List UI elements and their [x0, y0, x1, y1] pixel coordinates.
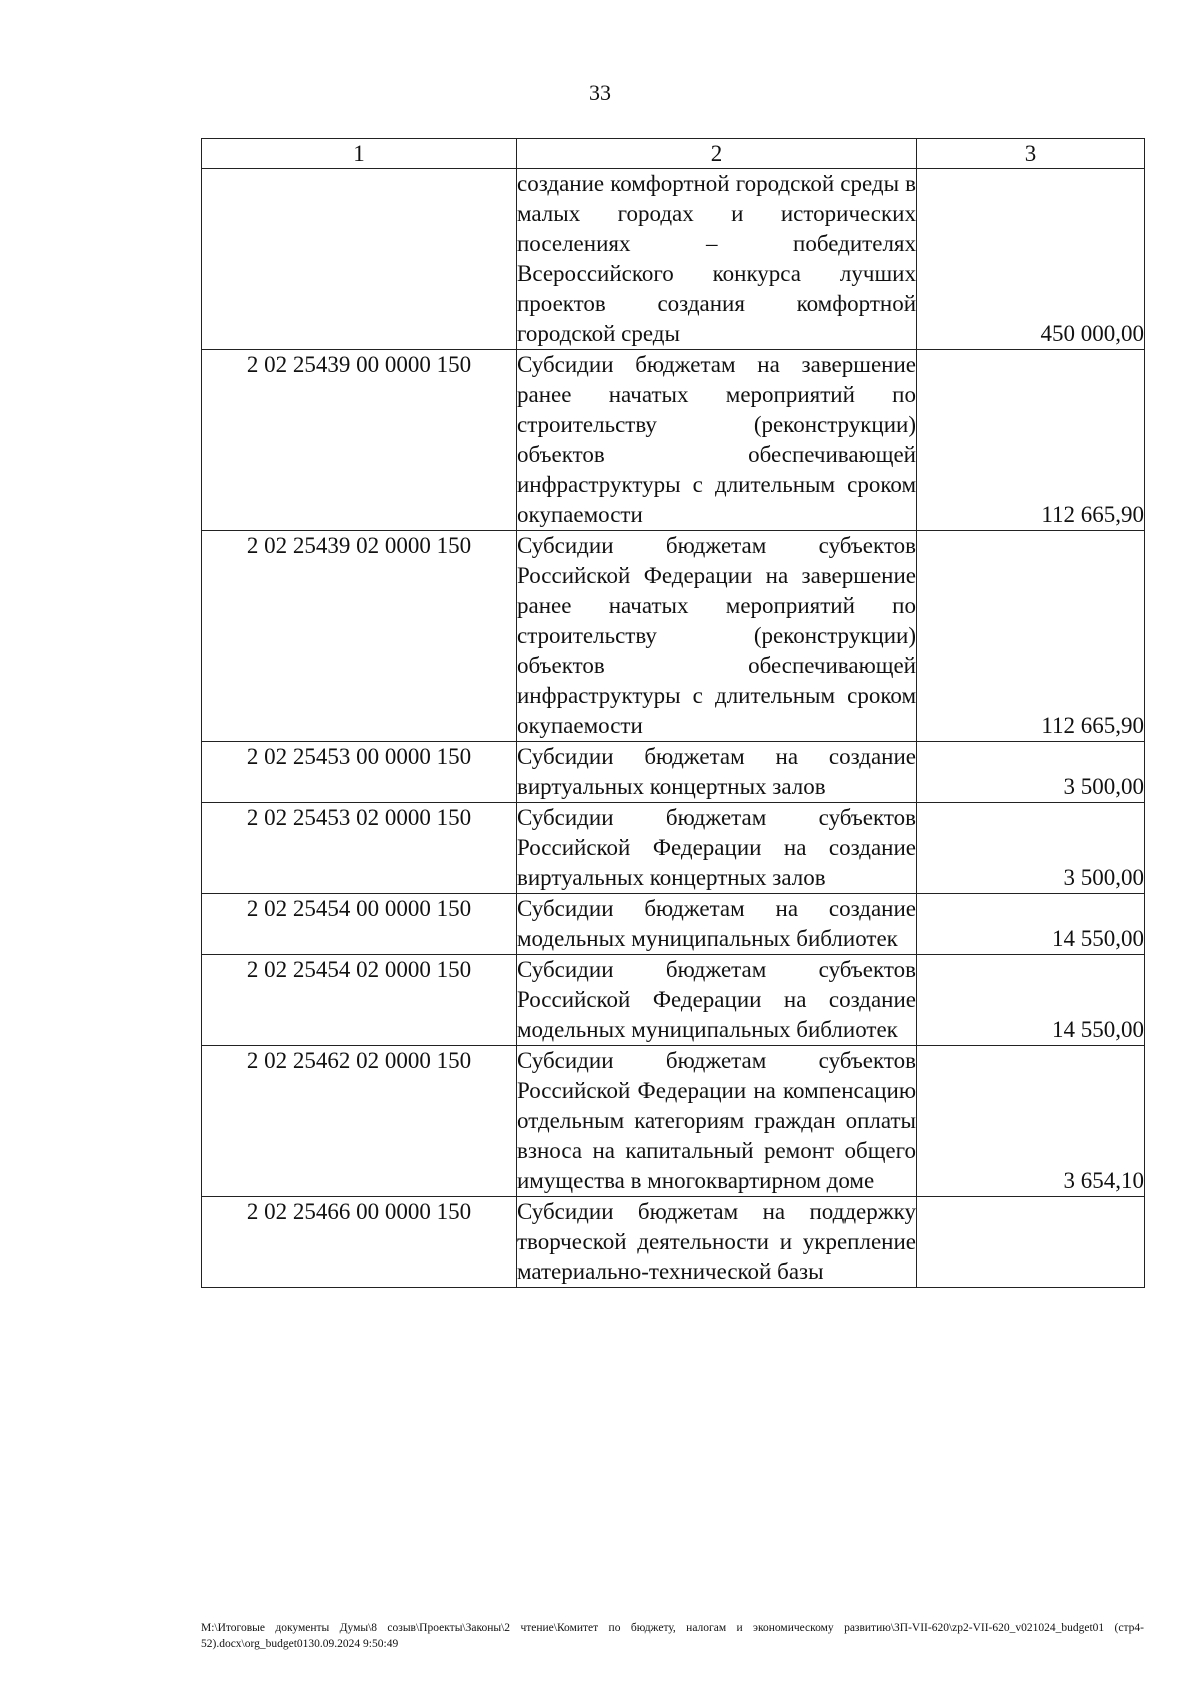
- table-row: [202, 1046, 1145, 1197]
- row-code: 2 02 25466 00 0000 150: [202, 1197, 517, 1288]
- row-code: 2 02 25439 02 0000 150: [202, 531, 517, 742]
- column-header-2: 2: [517, 139, 917, 169]
- footer-file-path: М:\Итоговые документы Думы\8 созыв\Проекты\Законы\2 чтение\Комитет по бюджету, налогам и экономическому развитию\ЗП-VII-620\zp2-VII-620_v021024_budget01 (стр4-52).docx\org_budget0130.09.2024 9:50:49: [201, 1622, 1144, 1650]
- row-description: Субсидии бюджетам субъектов Российской Федерации на создание модельных муниципальных библиотек: [517, 955, 917, 1046]
- row-code: 2 02 25454 00 0000 150: [202, 894, 517, 955]
- row-description: создание комфортной городской среды в малых городах и исторических поселениях – победителях Всероссийского конкурса лучших проектов создания комфортной городской среды: [517, 169, 917, 350]
- table-row: [202, 1197, 1145, 1288]
- row-code: 2 02 25453 00 0000 150: [202, 742, 517, 803]
- row-amount: 14 550,00: [917, 955, 1145, 1046]
- row-code: 2 02 25439 00 0000 150: [202, 350, 517, 531]
- row-description: Субсидии бюджетам субъектов Российской Федерации на компенсацию отдельным категориям граждан оплаты взноса на капитальный ремонт общего имущества в многоквартирном доме: [517, 1046, 917, 1197]
- row-code: [202, 169, 517, 350]
- table-header-row: [202, 139, 1145, 169]
- budget-table: [201, 138, 1145, 1288]
- table-row: [202, 955, 1145, 1046]
- row-amount: 3 500,00: [917, 803, 1145, 894]
- row-code: 2 02 25454 02 0000 150: [202, 955, 517, 1046]
- row-description: Субсидии бюджетам на поддержку творческой деятельности и укрепление материально-технической базы: [517, 1197, 917, 1288]
- row-code: 2 02 25453 02 0000 150: [202, 803, 517, 894]
- table-row: [202, 531, 1145, 742]
- row-description: Субсидии бюджетам субъектов Российской Федерации на создание виртуальных концертных залов: [517, 803, 917, 894]
- table-row: [202, 350, 1145, 531]
- row-amount: 112 665,90: [917, 531, 1145, 742]
- row-amount: [917, 1197, 1145, 1288]
- row-description: Субсидии бюджетам субъектов Российской Федерации на завершение ранее начатых мероприятий по строительству (реконструкции) объектов обеспечивающей инфраструктуры с длительным сроком окупаемости: [517, 531, 917, 742]
- row-amount: 14 550,00: [917, 894, 1145, 955]
- row-amount: 3 654,10: [917, 1046, 1145, 1197]
- table-row: [202, 169, 1145, 350]
- table-row: [202, 742, 1145, 803]
- row-amount: 112 665,90: [917, 350, 1145, 531]
- row-amount: 450 000,00: [917, 169, 1145, 350]
- row-description: Субсидии бюджетам на завершение ранее начатых мероприятий по строительству (реконструкции) объектов обеспечивающей инфраструктуры с длительным сроком окупаемости: [517, 350, 917, 531]
- table-row: [202, 894, 1145, 955]
- column-header-3: 3: [917, 139, 1145, 169]
- row-description: Субсидии бюджетам на создание модельных муниципальных библиотек: [517, 894, 917, 955]
- row-code: 2 02 25462 02 0000 150: [202, 1046, 517, 1197]
- column-header-1: 1: [202, 139, 517, 169]
- table-row: [202, 803, 1145, 894]
- row-description: Субсидии бюджетам на создание виртуальных концертных залов: [517, 742, 917, 803]
- page-number: 33: [589, 80, 611, 105]
- row-amount: 3 500,00: [917, 742, 1145, 803]
